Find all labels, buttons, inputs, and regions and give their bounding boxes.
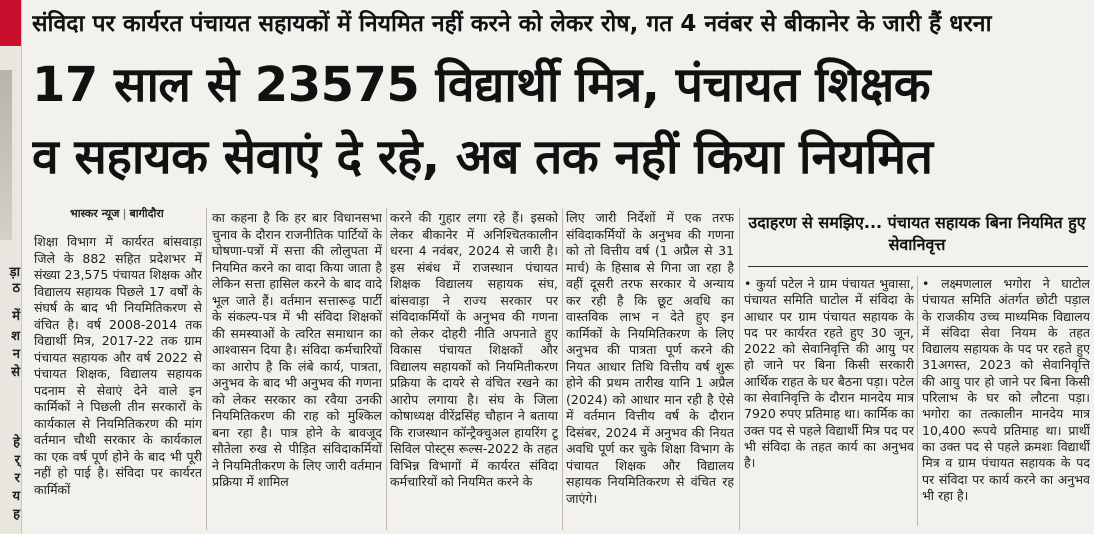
sidebar-title-rule [748,266,1088,267]
adjacent-text-fragment: हे [13,435,20,450]
byline [70,206,164,221]
article-column-2: का कहना है कि हर बार विधानसभा चुनाव के दौरान राजनीतिक पार्टियों के घोषणा-पत्रों में सत्ता की लोलुपता में नियमित करने का वादा किया जाता है लेकिन सत्ता हासिल करने के बाद वादे भूल जाते हैं। वर्तमान सत्तारूढ़ पार्टी के संकल्प-पत्र में भी संविदा शिक्षकों की समस्याओं के त्वरित समाधान का आश्वासन दिया है। संविदा कर्मचारियों का आरोप है कि लंबे कार्य, पात्रता, अनुभव के बाद भी अनुभव की गणना को लेकर सरकार का रवैया उनकी नियमितिकरण की राह को मुश्किल बना रहा है। पात्र होने के बावजूद सौतेला रुख से पीड़ित संविदाकर्मियों ने नियमितीकरण के लिए जारी वर्तमान प्रक्रिया में शामिल [212,210,382,489]
article-column-1: शिक्षा विभाग में कार्यरत बांसवाड़ा जिले के 882 सहित प्रदेशभर में संख्या 23,575 पंचायत शिक्षक और विद्यालय सहायक पिछले 17 वर्षों के संघर्ष के बाद भी नियमितिकरण से वंचित है। वर्ष 2008-2014 तक विद्यार्थी मित्र, 2017-22 तक ग्राम पंचायत सहायक और वर्ष 2022 से पंचायत शिक्षक, विद्यालय सहायक पदनाम से सेवाएं देने वाले इन कार्मिकों ने पिछली तीन सरकारों के कार्यकाल से नियमितिकरण की मांग वर्तमान चौथी सरकार के कार्यकाल का एक वर्ष पूर्ण होने के बाद भी पूरी नहीं हो पाई है। संविदा पर कार्यरत कार्मिकों [34,234,202,497]
column-divider [739,208,740,530]
article-column-3: करने की गुहार लगा रहे हैं। इसको लेकर बीकानेर में अनिश्चितकालीन धरना 4 नवंबर, 2024 से जारी है। इस संबंध में राजस्थान पंचायत शिक्षक विद्यालय सहायक संघ, बांसवाड़ा ने राज्य सरकार पर संविदाकर्मियों के अनुभव की गणना को लेकर दोहरी नीति अपनाते हुए विकास पंचायत शिक्षकों और विद्यालय सहायकों को नियमितीकरण प्रक्रिया के दायरे से वंचित रखने का आरोप लगाया है। संघ के जिला कोषाध्यक्ष वीरेंद्रसिंह चौहान ने बताया कि राजस्थान कॉन्ट्रैक्चुअल हायरिंग टू सिविल पोस्ट्स रूल्स-2022 के तहत विभिन्न विभागों में कार्यरत संविदा कर्मचारियों को नियमित करने के [390,210,558,489]
column-divider [562,208,563,530]
adjacent-text-fragment: य [12,489,20,504]
adjacent-text-fragment: में [12,309,20,324]
adjacent-text-fragment: न [12,347,20,362]
byline-place: बागीदौरा [129,207,164,220]
sidebar-column-2: • लक्ष्मणलाल भगोरा ने घाटोल पंचायत समिति अंतर्गत छोटी पड़ाल के राजकीय उच्च माध्यमिक विद्यालय में संविदा सेवा नियम के तहत विद्यालय सहायक के पद पर रहते हुए 31अगस्त, 2023 को सेवानिवृत्ति की आयु पार हो जाने पर बिना किसी परिलाभ के घर को लौटना पड़ा। भगोरा का तत्कालीन मानदेय मात्र 10,400 रूपये प्रतिमाह था। प्रार्थी का उक्त पद से पहले क्रमशः विद्यार्थी मित्र व ग्राम पंचायत सहायक के पद पर संविदा पर कार्य करने का अनुभव भी रहा है। [922,276,1090,503]
column-divider [386,208,387,530]
adjacent-text-fragment: ठ [12,281,20,296]
main-headline-line-1: 17 साल से 23575 विद्यार्थी मित्र, पंचायत शिक्षक [32,57,931,113]
adjacent-text-fragment: ह [13,507,20,522]
adjacent-text-fragment: र् [14,453,20,468]
byline-separator: | [122,207,127,220]
kicker-headline: संविदा पर कार्यरत पंचायत सहायकों में नियमित नहीं करने को लेकर रोष, गत 4 नवंबर से बीकानेर के जारी हैं धरना [32,11,992,37]
adjacent-text-fragment: से [11,365,20,380]
red-banner-edge [0,0,22,46]
adjacent-text-fragment: र [14,471,20,486]
sidebar-column-1: • कुर्या पटेल ने ग्राम पंचायत भुवासा, पंचायत समिति घाटोल में संविदा के आधार पर ग्राम पंचायत सहायक के पद पर कार्यरत रहते हुए 30 जून, 2022 को सेवानिवृत्ति की आयु पर हो जाने पर बिना किसी सरकारी आर्थिक राहत के घर बैठना पड़ा। पटेल का सेवानिवृत्ति के दौरान मानदेय मात्र 7920 रुपए प्रतिमाह था। कार्मिक का उक्त पद से पहले विद्यार्थी मित्र पद पर भी संविदा के तहत कार्य का अनुभव है। [744,276,914,471]
adjacent-article-strip [0,0,22,534]
main-headline-line-2: व सहायक सेवाएं दे रहे, अब तक नहीं किया नियमित [32,129,933,185]
column-divider [206,208,207,530]
sidebar-divider [917,276,918,526]
article-column-4: लिए जारी निर्देशों में एक तरफ संविदाकर्मियों के अनुभव की गणना को तो वित्तीय वर्ष (1 अप्रैल से 31 मार्च) के हिसाब से गिना जा रहा है वहीं दूसरी तरफ सरकार ये अन्याय कर रही है कि छूट अवधि का वास्तविक लाभ न देते हुए इन कार्मिकों के नियमितिकरण के लिए अनुभव की पात्रता पूर्ण करने की नियत आधार तिथि वित्तीय वर्ष शुरू होने की प्रथम तारीख यानि 1 अप्रैल (2024) को आधार मान रही है ऐसे में वर्तमान वित्तीय वर्ष के दौरान दिसंबर, 2024 में अनुभव की नियत अवधि पूर्ण कर चुके शिक्षा विभाग के पंचायत शिक्षक और विद्यालय सहायक नियमितिकरण से वंचित रह जाएंगे। [566,210,734,506]
byline-source: भास्कर न्यूज [70,207,120,220]
adjacent-photo [0,70,12,240]
adjacent-text-fragment: ड़ा [9,265,20,280]
adjacent-text-fragment: श [11,329,20,344]
sidebar-title: उदाहरण से समझिए... पंचायत सहायक बिना नियमित हुए सेवानिवृत्त [748,213,1086,254]
